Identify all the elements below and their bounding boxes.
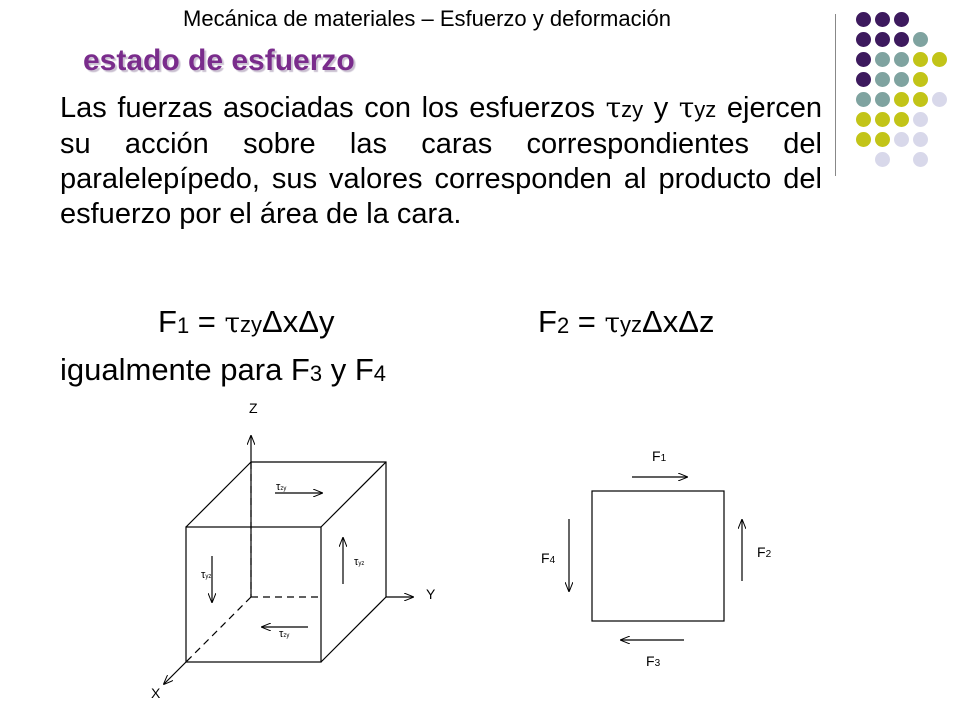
element-square <box>592 491 724 621</box>
cube-edge <box>186 462 251 527</box>
equals-sign: = <box>569 304 605 339</box>
axis-label-y: Y <box>426 586 436 602</box>
tau-symbol: τ <box>604 306 621 339</box>
force-subscript: 2 <box>556 313 570 338</box>
axis-label-z: Z <box>249 400 258 416</box>
tau-label-right: τyz <box>354 556 365 568</box>
x-axis <box>164 662 186 684</box>
header-title: Mecánica de materiales – Esfuerzo y deformación <box>183 6 671 31</box>
force-subscript: 4 <box>373 361 387 386</box>
also-label: igualmente para F <box>60 352 310 387</box>
force-symbol: F <box>158 304 177 339</box>
force-label-f1: F1 <box>652 448 667 464</box>
paragraph-text: Las fuerzas asociadas con los esfuerzos <box>60 92 606 124</box>
tau-subscript: yz <box>694 97 717 122</box>
tau-subscript: zy <box>240 312 263 337</box>
tau-subscript: yz <box>620 312 643 337</box>
also-label: y F <box>322 352 374 387</box>
tau-label-top: τzy <box>276 481 287 493</box>
tau-label-bottom: τzy <box>279 628 290 640</box>
tau-symbol: τ <box>678 91 695 124</box>
cube-edge <box>321 462 386 527</box>
force-label-f3: F3 <box>646 653 661 669</box>
equals-sign: = <box>189 304 225 339</box>
square-labels <box>541 448 772 669</box>
cube-edge <box>321 597 386 662</box>
axis-label-x: X <box>151 685 161 701</box>
force-subscript: 1 <box>176 313 190 338</box>
paragraph-text: ejercen su acción sobre las caras correspondientes del paralelepípedo, sus valores corresponden al producto del esfuerzo por el área de la cara. <box>60 92 823 230</box>
tau-symbol: τ <box>605 91 622 124</box>
force-label-f4: F4 <box>541 550 556 566</box>
section-title: estado de esfuerzo <box>83 44 355 77</box>
area-term: ΔxΔy <box>262 304 335 339</box>
x-axis-hidden <box>186 597 251 662</box>
tau-subscript: zy <box>621 97 644 122</box>
cube-labels <box>151 400 436 701</box>
force-label-f2: F2 <box>757 544 772 560</box>
tau-label-left: τyz <box>201 569 212 581</box>
cube-diagram <box>164 436 413 684</box>
force-symbol: F <box>538 304 557 339</box>
square-diagram <box>569 477 742 640</box>
tau-symbol: τ <box>224 306 241 339</box>
force-subscript: 3 <box>309 361 323 386</box>
area-term: ΔxΔz <box>642 304 715 339</box>
paragraph-text: y <box>643 92 679 124</box>
